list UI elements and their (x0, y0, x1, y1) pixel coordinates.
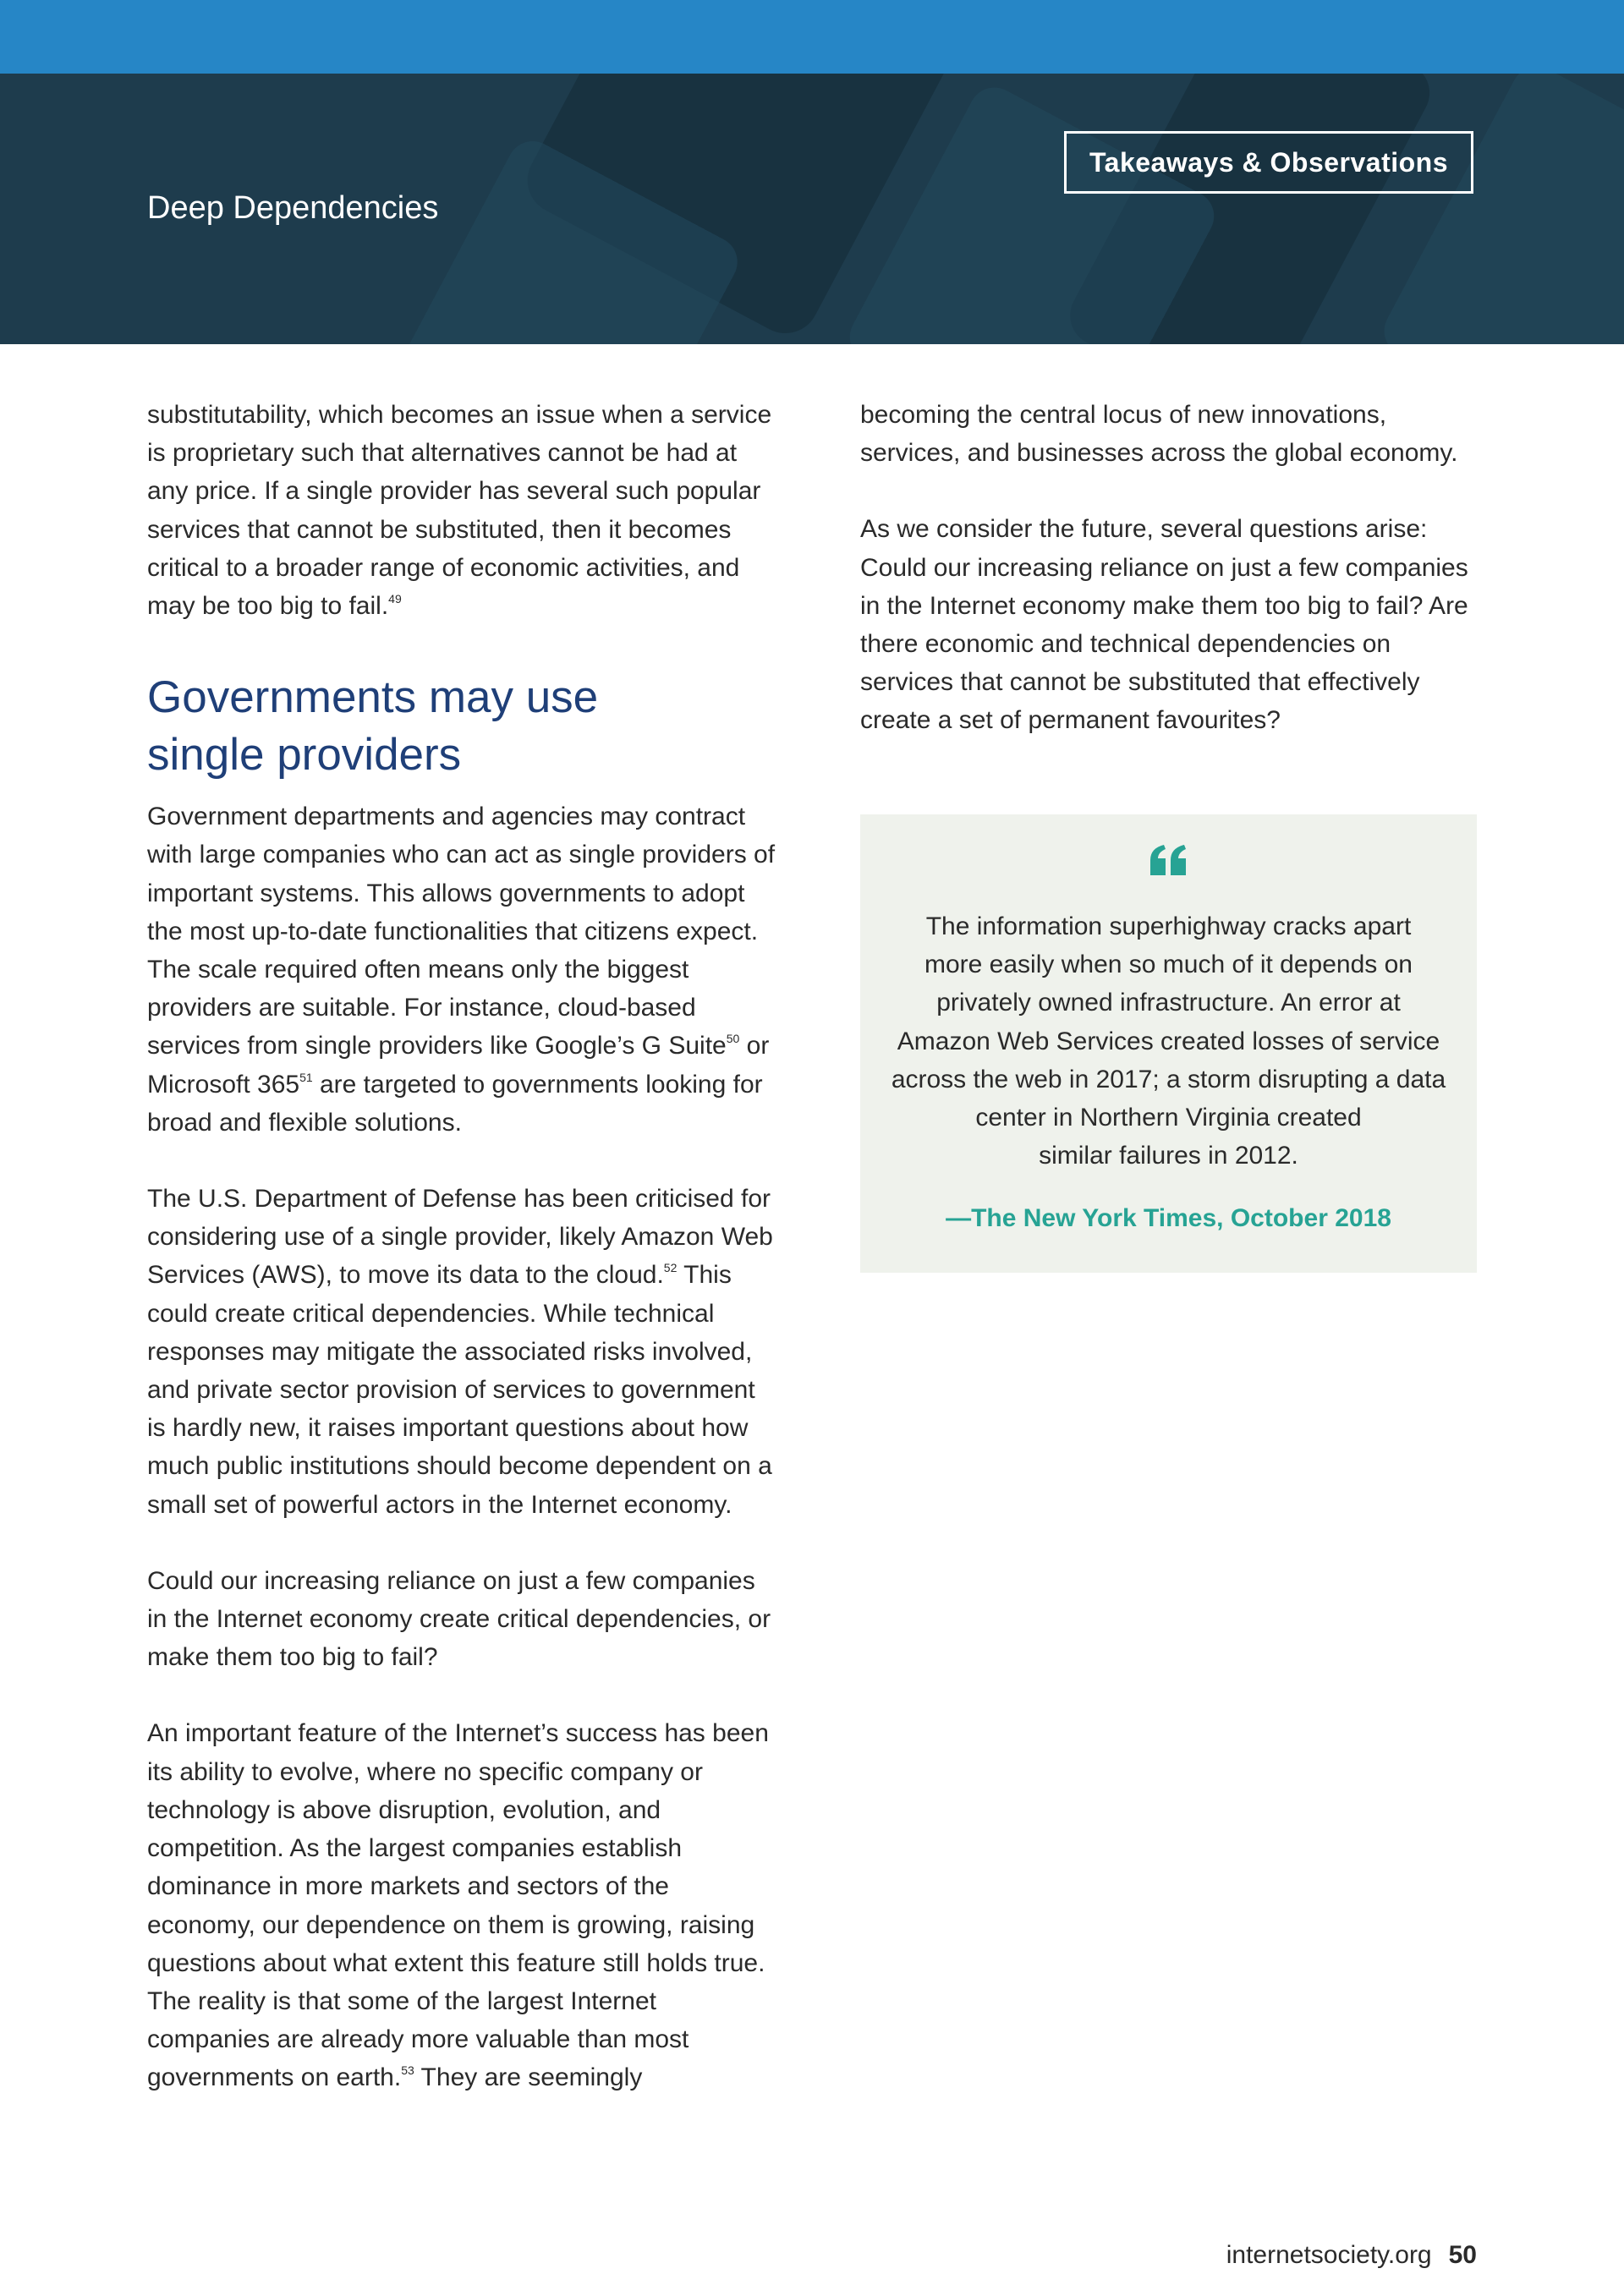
quote-line: similar failures in 2012. (1039, 1142, 1298, 1170)
section-title: Deep Dependencies (147, 190, 439, 226)
paragraph-future-questions: As we consider the future, several questions arise: Could our increasing reliance on just a few companies in the Internet economy make them too big to fail? Are there economic and technical dependencies on services that cannot be substituted that effectively create a set of permanent favourites? (860, 515, 1468, 735)
right-column (860, 396, 1478, 740)
footnote-ref: 53 (401, 2063, 414, 2078)
paragraph-defense: The U.S. Department of Defense has been criticised for considering use of a single provider, likely Amazon Web Services (AWS), to move its data to the cloud.$^{52}$ This could create critical dependencies. While technical responses may mitigate the associated risks involved, and private sector provision of services to government is hardly new, it raises important questions about how much public institutions should become dependent on a small set of powerful actors in the Internet economy. (147, 1185, 773, 1519)
paragraph-evolution: An important feature of the Internet’s success has been its ability to evolve, where no specific company or technology is above disruption, evolution, and competition. As the largest companies establish dominance in more markets and sectors of the economy, our dependence on them is growing, raising questions about what extent this feature still holds true. The reality is that some of the largest Internet companies are already more valuable than most governments on earth.$^{53}$ They are seemingly (147, 1719, 769, 2092)
paragraph-government: Government departments and agencies may contract with large companies who can act as single providers of important systems. This allows governments to adopt the most up-to-date functionalities that citizens expect. The scale required often means only the biggest providers are suitable. For instance, cloud-based services from single providers like Google’s G Suite$^{50}$ or Microsoft $365^{51}$ are targeted to governments looking for broad and flexible solutions. (147, 803, 776, 1137)
subheading-line-1: Governments may use (147, 672, 599, 723)
page-number: 50 (1448, 2241, 1477, 2269)
paragraph-substitutability: substitutability, which becomes an issue when a service is proprietary such that alternatives cannot be had at any price. If a single provider has several such popular services that cannot be substituted, then it becomes critical to a broader range of economic activities, and may be too big to fail.$^{49}$ (147, 401, 772, 621)
footnote-ref: 52 (663, 1261, 678, 1275)
left-column (147, 396, 778, 2097)
page-footer (1226, 2241, 1477, 2270)
quote-line: The information superhighway cracks apart (925, 912, 1412, 940)
takeaways-tag: Takeaways & Observations (1064, 131, 1473, 194)
quote-line: center in Northern Virginia created (975, 1104, 1362, 1132)
paragraph-continued: becoming the central locus of new innovations, services, and businesses across the global economy. (860, 401, 1458, 468)
quote-source: —The New York Times, October 2018 (946, 1204, 1391, 1233)
quote-line: across the web in 2017; a storm disrupting a data (891, 1065, 1446, 1093)
quote-mark-icon (886, 845, 1451, 892)
quote-text (886, 907, 1451, 1175)
quote-line: more easily when so much of it depends on (924, 951, 1413, 979)
pull-quote (860, 814, 1477, 1273)
paragraph-question: Could our increasing reliance on just a few companies in the Internet economy create critical dependencies, or make them too big to fail? (147, 1566, 771, 1672)
subheading-line-2: single providers (147, 730, 462, 781)
quote-line: Amazon Web Services created losses of service (897, 1027, 1440, 1055)
header-banner (0, 74, 1624, 344)
subheading (147, 669, 778, 784)
footnote-ref: 50 (726, 1032, 740, 1046)
footnote-ref: 51 (299, 1070, 313, 1084)
footnote-ref: 49 (388, 592, 402, 606)
top-accent-bar (0, 0, 1624, 74)
footer-site: internetsociety.org (1226, 2241, 1432, 2269)
quote-line: privately owned infrastructure. An error at (936, 989, 1401, 1017)
